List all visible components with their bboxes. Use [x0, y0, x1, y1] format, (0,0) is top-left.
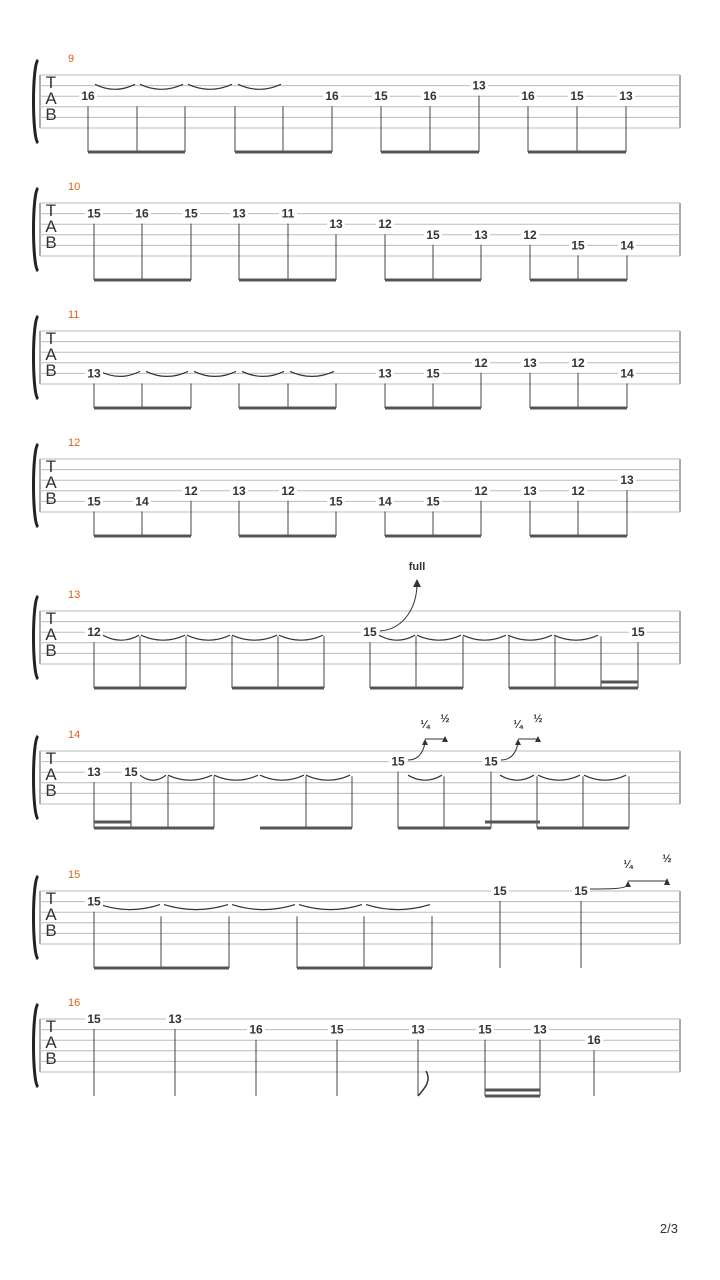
tab-system-12 [34, 437, 681, 536]
fret-number: 15 [87, 494, 101, 509]
tab-clef-letter: B [45, 641, 57, 660]
tie-arc [508, 635, 552, 640]
fret-number: 15 [493, 884, 507, 898]
system-bracket [34, 876, 39, 959]
bend-label-half: ½ [662, 853, 672, 865]
tie-arc [140, 775, 166, 780]
bend-label-quarter: ¼ [513, 719, 523, 731]
tab-clef-letter: B [45, 233, 57, 252]
measure-number: 12 [68, 437, 81, 449]
fret-number: 11 [281, 206, 295, 221]
fret-number: 15 [87, 206, 101, 221]
fret-number: 15 [363, 625, 377, 640]
measure-number: 11 [68, 309, 80, 321]
tab-clef-letter: T [45, 1017, 57, 1036]
fret-number: 15 [426, 494, 440, 509]
fret-number: 13 [378, 366, 392, 381]
tie-arc [408, 775, 442, 780]
fret-number: 12 [378, 217, 392, 232]
measure-number: 13 [68, 589, 81, 601]
fret-number: 12 [523, 227, 537, 242]
fret-number: 15 [484, 754, 498, 769]
fret-number: 13 [411, 1022, 425, 1037]
tab-clef-letter: A [45, 905, 57, 924]
fret-number: 13 [620, 473, 634, 488]
tie-arc [188, 84, 232, 89]
tab-clef-letter: B [45, 921, 57, 940]
tab-clef-letter: T [45, 457, 57, 476]
fret-number: 16 [81, 89, 95, 104]
bend-label-half: ½ [533, 713, 543, 725]
tab-clef-letter: T [45, 73, 57, 92]
bend-arrowhead [625, 881, 631, 887]
tab-clef-letter: A [45, 625, 57, 644]
fret-number: 15 [184, 206, 198, 221]
fret-number: 13 [232, 483, 246, 498]
tie-arc [279, 635, 323, 640]
tie-arc [214, 775, 258, 780]
tie-arc [141, 635, 185, 640]
bend-arrowhead [515, 739, 521, 745]
page-number: 2/3 [659, 1221, 678, 1236]
tie-arc [366, 905, 430, 910]
fret-number: 13 [523, 355, 537, 370]
tie-arc [232, 905, 295, 910]
fret-number: 13 [87, 366, 101, 381]
fret-number: 13 [523, 483, 537, 498]
fret-number: 13 [232, 206, 246, 221]
tab-clef-letter: B [45, 781, 57, 800]
tie-arc [232, 635, 277, 640]
fret-number: 14 [620, 238, 634, 253]
fret-number: 14 [378, 494, 392, 509]
fret-number: 15 [478, 1022, 492, 1037]
fret-number: 15 [374, 89, 388, 104]
tie-arc [584, 775, 626, 780]
system-bracket [34, 188, 39, 271]
tie-arc [100, 905, 160, 910]
bend-label-full: full [408, 561, 426, 573]
fret-number: 14 [135, 494, 149, 509]
system-bracket [34, 444, 39, 527]
bend-curve [380, 583, 417, 631]
fret-number: 15 [87, 894, 101, 909]
bend-label-quarter: ¼ [623, 859, 633, 871]
tie-arc [140, 84, 183, 89]
measure-number: 10 [68, 181, 81, 193]
tab-system-16 [34, 997, 681, 1096]
fret-number: 15 [426, 366, 440, 381]
tab-clef-letter: T [45, 329, 57, 348]
tie-arc [417, 635, 461, 640]
fret-number: 15 [124, 765, 138, 780]
measure-number: 16 [68, 997, 81, 1009]
tie-arc [238, 84, 281, 89]
tab-system-9 [34, 53, 681, 152]
fret-number: 12 [87, 625, 101, 640]
fret-number: 16 [587, 1033, 601, 1048]
fret-number: 12 [184, 483, 198, 498]
tab-clef-letter: B [45, 489, 57, 508]
fret-number: 13 [329, 217, 343, 232]
fret-number: 13 [87, 765, 101, 780]
fret-number: 15 [570, 89, 584, 104]
tab-system-11 [34, 309, 681, 408]
tab-system-13 [34, 589, 681, 688]
bend-label-quarter: ¼ [420, 719, 430, 731]
tab-clef-letter: T [45, 749, 57, 768]
tab-clef-letter: B [45, 1049, 57, 1068]
fret-number: 16 [423, 89, 437, 104]
fret-number: 15 [87, 1012, 101, 1026]
tab-clef-letter: A [45, 473, 57, 492]
fret-number: 12 [474, 355, 488, 370]
fret-number: 16 [135, 206, 149, 221]
tab-clef-letter: A [45, 1033, 57, 1052]
tie-arc [187, 635, 230, 640]
tie-arc [299, 905, 362, 910]
system-bracket [34, 596, 39, 679]
tie-arc [95, 84, 135, 89]
tab-clef-letter: B [45, 105, 57, 124]
fret-number: 15 [571, 238, 585, 253]
tie-arc [168, 775, 212, 780]
fret-number: 16 [521, 89, 535, 104]
tie-arc [463, 635, 506, 640]
tab-clef-letter: B [45, 361, 57, 380]
tie-arc [554, 635, 598, 640]
fret-number: 12 [571, 355, 585, 370]
tie-arc [164, 905, 228, 910]
tab-system-10 [34, 181, 681, 280]
tab-clef-letter: A [45, 765, 57, 784]
bend-label-half: ½ [440, 713, 450, 725]
fret-number: 13 [472, 78, 486, 93]
fret-number: 15 [426, 227, 440, 242]
bend-arrowhead [413, 579, 421, 587]
tie-arc [538, 775, 580, 780]
tab-clef-letter: T [45, 609, 57, 628]
tab-clef-letter: T [45, 889, 57, 908]
tab-clef-letter: A [45, 345, 57, 364]
fret-number: 13 [619, 89, 633, 104]
fret-number: 12 [474, 483, 488, 498]
tab-clef-letter: T [45, 201, 57, 220]
measure-number: 15 [68, 869, 81, 881]
tie-arc [260, 775, 304, 780]
tab-system-14 [34, 729, 681, 828]
tab-system-15 [34, 869, 681, 968]
note-flag [418, 1071, 428, 1096]
tab-clef-letter: A [45, 217, 57, 236]
measure-number: 14 [68, 729, 81, 741]
fret-number: 15 [330, 1022, 344, 1037]
system-bracket [34, 736, 39, 819]
fret-number: 15 [574, 884, 588, 898]
fret-number: 15 [631, 625, 645, 640]
fret-number: 16 [249, 1022, 263, 1037]
fret-number: 16 [325, 89, 339, 104]
tie-arc [103, 635, 139, 640]
bend-curve [590, 885, 628, 889]
fret-number: 12 [571, 483, 585, 498]
fret-number: 13 [533, 1022, 547, 1037]
fret-number: 15 [391, 754, 405, 769]
measure-number: 9 [68, 53, 75, 65]
system-bracket [34, 60, 39, 143]
tie-arc [306, 775, 350, 780]
fret-number: 14 [620, 366, 634, 381]
fret-number: 12 [281, 483, 295, 498]
fret-number: 15 [329, 494, 343, 509]
fret-number: 13 [474, 227, 488, 242]
system-bracket [34, 316, 39, 399]
tab-clef-letter: A [45, 89, 57, 108]
tie-arc [500, 775, 534, 780]
fret-number: 13 [168, 1012, 182, 1026]
bend-arrowhead [422, 739, 428, 745]
tie-arc [379, 635, 415, 640]
system-bracket [34, 1004, 39, 1087]
